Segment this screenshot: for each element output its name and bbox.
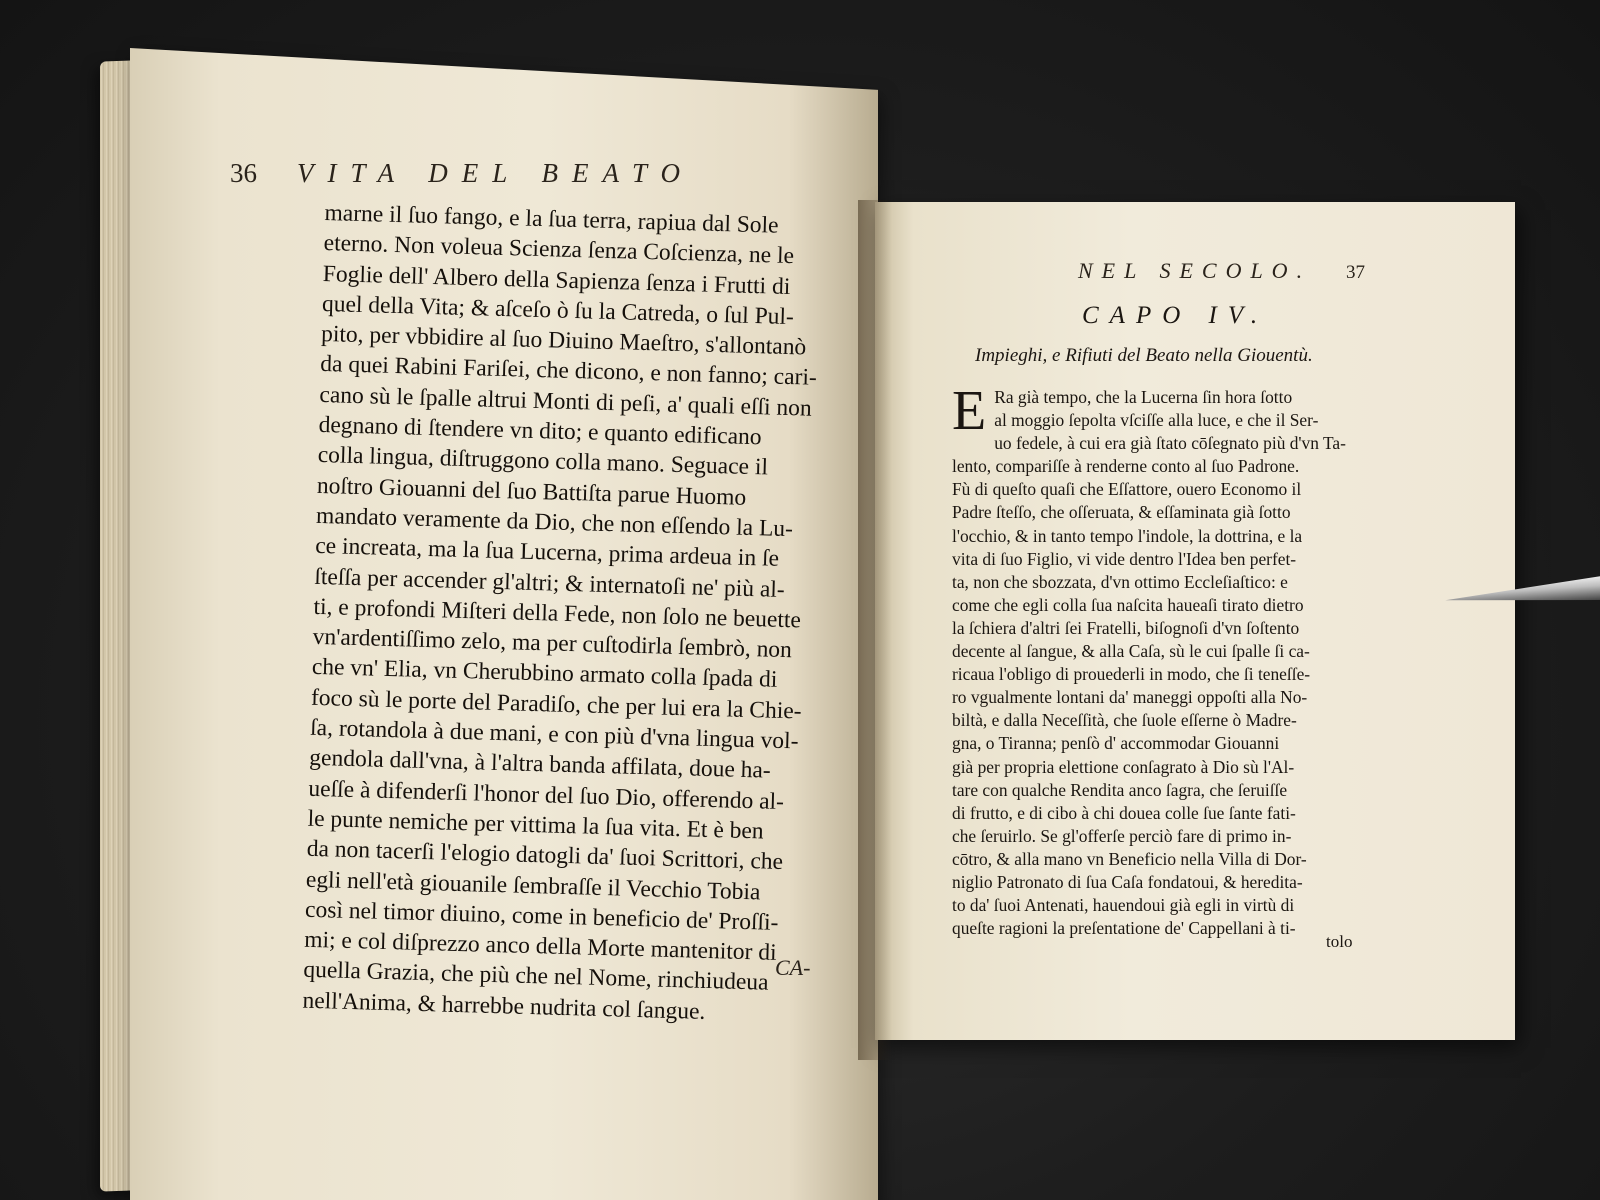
right-line: tare con qualche Rendita anco ſagra, che ſeruiſſe (952, 779, 1288, 800)
left-line: Foglie dell' Albero della Sapienza ſenza i Frutti di (322, 260, 791, 300)
left-line: da non tacerſi l'elogio datogli da' ſuoi Scrittori, che (306, 835, 784, 876)
right-line: ro vgualmente lontani da' maneggi oppoſti alla No- (952, 687, 1308, 708)
left-page-text (302, 198, 830, 1030)
left-line: degnano di ſtendere vn dito; e quanto edificano (318, 411, 762, 451)
right-catchword: tolo (1326, 932, 1353, 951)
left-line: ueſſe à difenderſi l'honor del ſuo Dio, offerendo al- (308, 775, 785, 815)
right-line: queſte ragioni la preſentatione de' Cappellani à ti- (952, 918, 1296, 939)
right-line: di frutto, e di cibo à chi doueа colle ſue ſante fati- (952, 802, 1296, 823)
drop-cap: E (952, 380, 987, 442)
right-line: lento, compariſſe à renderne conto al ſuo Padrone. (952, 456, 1300, 477)
left-line: foco sù le porte del Paradiſo, che per lui era la Chie- (310, 684, 802, 725)
left-line: che vn' Elia, vn Cherubbino armato colla ſpada di (311, 654, 778, 694)
right-line: gna, o Tiranna; penſò d' accommodar Giouanni (952, 733, 1280, 754)
left-line: cano sù le ſpalle altrui Monti di peſi, a' quali eſſi non (319, 381, 813, 422)
right-line: già per propria elettione conſagrato à Dio sù l'Al- (952, 756, 1295, 777)
left-running-head (230, 158, 790, 189)
left-line: ti, e profondi Miſteri della Fede, non ſolo ne beuette (313, 593, 802, 634)
left-line: egli nell'età giouanile ſembraſſe il Vecchio Tobia (305, 866, 761, 905)
book-gutter (858, 200, 892, 1060)
left-line: così nel timor diuino, come in beneficio de' Proſſi- (304, 896, 779, 936)
right-line: che ſeruirlo. Se gl'offerſe perciò fare di primo in- (952, 825, 1292, 846)
right-line: Padre ſteſſo, che oſſeruata, & eſſaminata già ſotto (952, 502, 1291, 523)
left-line: ce increata, ma la ſua Lucerna, prima ardeua in ſe (314, 533, 780, 573)
right-line: l'occhio, & in tanto tempo l'indole, la dottrina, e la (952, 525, 1303, 546)
left-line: da quei Rabini Fariſei, che dicono, e non fanno; cari- (319, 351, 818, 392)
right-line: niglio Patronato di ſua Caſa fondatoui, & heredita- (952, 871, 1303, 892)
right-line: ta, non che sbozzata, d'vn ottimo Eccleſiaſtico: e (952, 571, 1288, 592)
left-line: vn'ardentiſſimo zelo, ma per cuſtodirla ſembrò, non (312, 623, 793, 664)
left-line: eterno. Non voleua Scienza ſenza Coſcienza, ne le (323, 230, 795, 270)
left-line: quel della Vita; & aſceſo ò ſu la Catreda, o ſul Pul- (321, 290, 795, 331)
right-line: Ra già tempo, che la Lucerna ſin hora ſotto (994, 387, 1293, 407)
left-line: mi; e col diſprezzo anco della Morte mantenitor di (303, 926, 777, 967)
right-line: vita di ſuo Figlio, vi vide dentro l'Idea ben perfet- (952, 548, 1297, 569)
right-line: al moggio ſepolta vſciſſe alla luce, e che il Ser- (994, 410, 1319, 431)
left-line: noſtro Giouanni del ſuo Battiſta parue Huomo (316, 472, 747, 511)
right-line: uo fedele, à cui era già ſtato cōſegnato più d'vn Ta- (994, 433, 1346, 454)
left-line: colla lingua, diſtruggono colla mano. Seguace il (317, 442, 769, 481)
right-line: la ſchiera d'altri ſei Fratelli, biſognoſi d'vn ſoſtento (952, 617, 1300, 638)
right-page-text (952, 380, 1389, 940)
left-line: le punte nemiche per vittima la ſua vita. Et è ben (307, 805, 764, 845)
left-line: marne il ſuo fango, e la ſua terra, rapiua dal Sole (324, 199, 779, 239)
right-page-number: 37 (1346, 262, 1365, 283)
left-catchword: CA- (775, 955, 811, 980)
left-line: gendola dall'vna, à l'altra banda affilata, doue ha- (308, 745, 772, 785)
left-running-title: VITA DEL BEATO (297, 158, 695, 188)
right-line: ricaua l'obligo di prouederli in modo, che ſi teneſſe- (952, 664, 1311, 685)
right-line: biltà, e dalla Neceſſità, che ſuole eſſerne ò Madre- (952, 710, 1297, 731)
chapter-subtitle: Impieghi, e Rifiuti del Beato nella Giouentù. (975, 345, 1313, 366)
right-line: decente al ſangue, & alla Caſa, sù le cui ſpalle ſi ca- (952, 641, 1310, 662)
right-line: come che egli colla ſua naſcita haueaſi tirato dietro (952, 594, 1304, 615)
right-line: cōtro, & alla mano vn Beneficio nella Villa di Dor- (952, 848, 1307, 869)
left-line: pito, per vbbidire al ſuo Diuino Maeſtro, s'allontanò (320, 321, 807, 361)
left-line: mandato veramente da Dio, che non eſſendo la Lu- (315, 502, 794, 543)
left-line: ſteſſa per accender gl'altri; & internatoſi ne' più al- (314, 563, 786, 603)
right-running-head: NEL SECOLO. (1078, 258, 1312, 283)
left-line: ſa, rotandola à due mani, e con più d'vna lingua vol- (309, 714, 799, 755)
right-line: Fù di queſto quaſi che Eſſattore, ouero Economo il (952, 479, 1302, 500)
left-line: quella Grazia, che più che nel Nome, rinchiudeua (303, 957, 769, 997)
left-page-number: 36 (230, 158, 257, 188)
chapter-title: CAPO IV. (1082, 302, 1269, 329)
right-line: to da' ſuoi Antenati, hauendoui già egli in virtù di (952, 895, 1295, 916)
left-line: nell'Anima, & harrebbe nudrita col ſangue. (302, 987, 706, 1025)
